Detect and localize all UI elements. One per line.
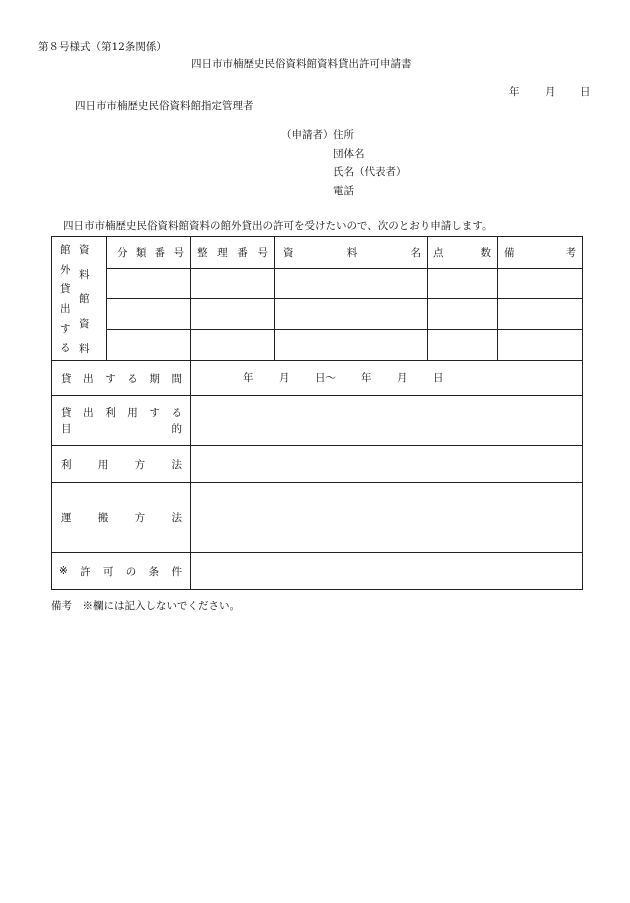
label-char: 法 [171,458,182,471]
label-char: る [171,406,182,419]
control-no-cell[interactable] [191,299,275,330]
label-char: 出 [83,372,94,385]
control-no-cell[interactable] [191,269,275,299]
side-char: 館 [79,293,90,306]
label-char: 運 [61,512,72,524]
label-char: 方 [134,512,146,524]
label-char: 法 [171,512,182,524]
period-day-end: 日 [433,372,444,384]
label-char: 貸 [61,406,72,419]
label-char: 利 [105,406,116,419]
header-classification-no [107,237,191,269]
side-char: 外 [60,263,71,276]
header-char: 備 [504,247,515,259]
note-text: 備考 ※欄には記入しないでください。 [51,600,240,612]
side-label-col2 [79,245,90,354]
form-number: 第８号様式（第12条関係） [38,41,167,53]
side-char: 資 [79,244,90,256]
material-name-cell[interactable] [275,269,428,299]
date-year: 年 [509,86,520,98]
label-char: 期 [149,372,160,385]
side-char: 貸 [60,283,71,296]
label-char: 件 [171,565,182,578]
date-month: 月 [545,86,556,98]
remarks-cell[interactable] [498,269,583,299]
label-char: 許 [80,565,91,578]
label-char: 目 [61,422,72,435]
date-day: 日 [580,86,591,98]
header-char: 番 [154,247,166,259]
label-char: 的 [171,422,182,435]
materials-side-label [52,237,107,361]
loan-period-field[interactable] [191,361,583,396]
page-title: 四日市市楠歴史民俗資料館資料貸出許可申請書 [191,58,412,70]
period-month-end: 月 [397,372,408,384]
header-char: 料 [346,247,358,259]
applicant-phone-label: 電話 [333,185,354,197]
table-row [52,330,583,361]
label-char: 搬 [97,512,109,524]
side-char: 料 [79,268,90,281]
label-char: 出 [83,406,94,419]
applicant-organization-label: 団体名 [333,148,365,160]
transport-method-field[interactable] [191,483,583,553]
table-row [52,269,583,299]
applicant-address-label: 住所 [333,129,354,141]
header-material-name [275,237,428,269]
remarks-cell[interactable] [498,299,583,330]
control-no-cell[interactable] [191,330,275,361]
addressee: 四日市市楠歴史民俗資料館指定管理者 [75,100,254,112]
purpose-field[interactable] [191,396,583,446]
label-char: る [127,372,138,385]
count-cell[interactable] [428,269,498,299]
label-char: 利 [61,458,72,471]
label-char: 貸 [61,372,72,385]
side-char: す [60,322,71,335]
period-year-end: 年 [361,372,372,384]
usage-method-label [52,446,191,483]
material-name-cell[interactable] [275,299,428,330]
applicant-name-label: 氏名（代表者） [333,166,407,178]
header-char: 理 [217,247,228,259]
count-cell[interactable] [428,299,498,330]
header-char: 整 [197,247,208,259]
header-char: 号 [257,247,268,259]
intro-text: 四日市市楠歴史民俗資料館資料の館外貸出の許可を受けたいので、次のとおり申請します。 [63,220,493,232]
label-char: 可 [102,565,114,578]
permit-conditions-field [191,553,583,590]
loan-period-label [52,361,191,396]
label-char: 用 [127,406,138,419]
header-count [428,237,498,269]
classification-no-cell[interactable] [107,269,191,299]
period-year-start: 年 [243,372,254,384]
application-table [51,236,583,590]
header-control-no [191,237,275,269]
side-char: る [60,342,71,355]
side-char: 出 [60,303,71,316]
permit-conditions-label [52,553,191,590]
label-char: ※ [59,565,68,577]
transport-method-label [52,483,191,553]
header-char: 号 [173,247,184,259]
header-char: 類 [135,247,147,259]
header-char: 分 [117,247,128,259]
label-char: の [125,565,137,578]
classification-no-cell[interactable] [107,299,191,330]
purpose-label [52,396,191,446]
period-day-start: 日〜 [315,372,336,384]
table-row [52,299,583,330]
header-remarks [498,237,583,269]
usage-method-field[interactable] [191,446,583,483]
label-char: 条 [148,565,160,578]
header-char: 点 [433,247,444,259]
header-char: 資 [283,247,294,259]
label-char: す [149,406,160,419]
side-char: 料 [79,342,90,355]
label-char: 方 [134,458,146,471]
period-month-start: 月 [279,372,290,384]
side-char: 資 [79,317,90,330]
header-char: 考 [565,247,576,259]
count-cell[interactable] [428,330,498,361]
side-label-col1 [60,245,71,354]
applicant-label: （申請者） [281,129,334,141]
side-char: 館 [60,244,71,256]
label-char: 用 [97,458,109,471]
label-char: す [105,372,116,385]
label-char: 間 [171,372,182,385]
header-char: 番 [237,247,248,259]
classification-no-cell[interactable] [107,330,191,361]
material-name-cell[interactable] [275,330,428,361]
header-char: 名 [410,247,421,259]
header-char: 数 [480,247,491,259]
remarks-cell[interactable] [498,330,583,361]
